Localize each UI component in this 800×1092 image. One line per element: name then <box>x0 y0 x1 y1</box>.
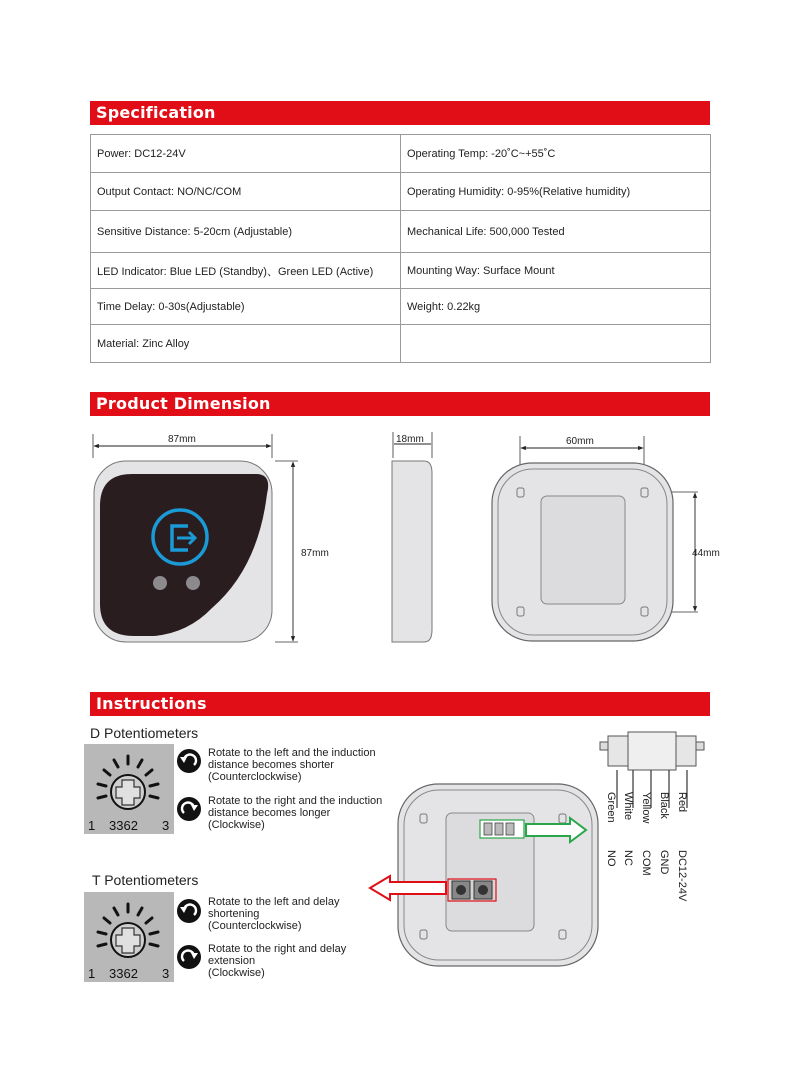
text-line: (Counterclockwise) <box>208 771 302 783</box>
text-line: (Counterclockwise) <box>208 920 302 932</box>
spec-cell: Weight: 0.22kg <box>401 289 711 325</box>
spec-cell <box>401 325 711 363</box>
text-line: Rotate to the left and delay <box>208 896 340 908</box>
spec-cell: Output Contact: NO/NC/COM <box>91 173 401 211</box>
spec-cell: Operating Humidity: 0-95%(Relative humidity) <box>401 173 711 211</box>
wire-labels <box>605 792 710 912</box>
text-line: Rotate to the right and delay <box>208 943 347 955</box>
front-height-label: 87mm <box>301 548 329 559</box>
text-line: (Clockwise) <box>208 967 265 979</box>
pot-t-diagram <box>84 892 174 982</box>
spec-cell: Sensitive Distance: 5-20cm (Adjustable) <box>91 211 401 253</box>
spec-cell: Operating Temp: -20˚C~+55˚C <box>401 135 711 173</box>
wire-color-label: Black <box>658 792 670 819</box>
text-line: extension <box>208 955 256 967</box>
section-title: Instructions <box>96 694 207 713</box>
wire-signal-label: COM <box>640 850 652 876</box>
wiring-back-view <box>360 780 620 970</box>
pot-model-label: 3362 <box>109 966 138 981</box>
spec-cell: Material: Zinc Alloy <box>91 325 401 363</box>
pot-d-left-text <box>208 747 376 783</box>
wire-signal-label: GND <box>658 850 670 875</box>
section-title: Specification <box>96 103 216 122</box>
back-height-label: 44mm <box>692 548 720 559</box>
led-dot <box>153 576 167 590</box>
wire-white <box>622 792 641 912</box>
led-dot <box>186 576 200 590</box>
text-line: Rotate to the right and the induction <box>208 795 383 807</box>
wire-signal-label: DC12-24V <box>676 850 688 902</box>
pot-t-title: T Potentiometers <box>92 872 199 888</box>
wire-signal-label: NO <box>605 850 617 867</box>
wire-black <box>658 792 677 912</box>
pot-t-right-text <box>208 943 346 979</box>
pot-d-right-text <box>208 795 382 831</box>
pot-d-title: D Potentiometers <box>90 725 199 741</box>
back-view-drawing <box>486 428 726 653</box>
front-width-label: 87mm <box>168 434 196 445</box>
counterclockwise-icon <box>176 748 202 774</box>
terminal-block <box>480 820 524 838</box>
table-row <box>91 173 711 211</box>
pot-pin-label: 1 <box>88 966 96 981</box>
table-row <box>91 135 711 173</box>
pot-t-left-text <box>208 896 339 932</box>
pot-pin-label: 3 <box>162 818 170 833</box>
clockwise-icon <box>176 944 202 970</box>
potentiometer-pair <box>448 879 496 901</box>
wire-yellow <box>640 792 659 912</box>
back-width-label: 60mm <box>566 436 594 447</box>
pot-pin-label: 1 <box>88 818 96 833</box>
table-row <box>91 289 711 325</box>
wire-color-label: White <box>622 792 634 821</box>
wire-red <box>676 792 695 912</box>
pot-model-label: 3362 <box>109 818 138 833</box>
side-view-drawing <box>386 428 446 648</box>
side-depth-label: 18mm <box>396 434 424 445</box>
front-view-drawing <box>80 428 330 653</box>
clockwise-icon <box>176 796 202 822</box>
wire-signal-label: NC <box>622 850 634 866</box>
text-line: Rotate to the left and the induction <box>208 747 376 759</box>
dimension-banner <box>90 392 710 416</box>
pot-pin-label: 3 <box>162 966 170 981</box>
spec-cell: Time Delay: 0-30s(Adjustable) <box>91 289 401 325</box>
spec-cell: Power: DC12-24V <box>91 135 401 173</box>
text-line: shortening <box>208 908 260 920</box>
spec-cell: Mounting Way: Surface Mount <box>401 253 711 289</box>
wire-color-label: Yellow <box>640 792 652 824</box>
text-line: distance becomes shorter <box>208 759 334 771</box>
pot-d-diagram <box>84 744 174 834</box>
text-line: (Clockwise) <box>208 819 265 831</box>
table-row <box>91 325 711 363</box>
wire-color-label: Red <box>676 792 688 813</box>
counterclockwise-icon <box>176 898 202 924</box>
table-row <box>91 253 711 289</box>
wire-color-label: Green <box>605 792 617 823</box>
specification-banner <box>90 101 710 125</box>
spec-cell: LED Indicator: Blue LED (Standby)、Green LED (Active) <box>91 253 401 289</box>
table-row <box>91 211 711 253</box>
instructions-banner <box>90 692 710 716</box>
section-title: Product Dimension <box>96 394 271 413</box>
text-line: distance becomes longer <box>208 807 331 819</box>
spec-table <box>90 134 711 363</box>
spec-cell: Mechanical Life: 500,000 Tested <box>401 211 711 253</box>
